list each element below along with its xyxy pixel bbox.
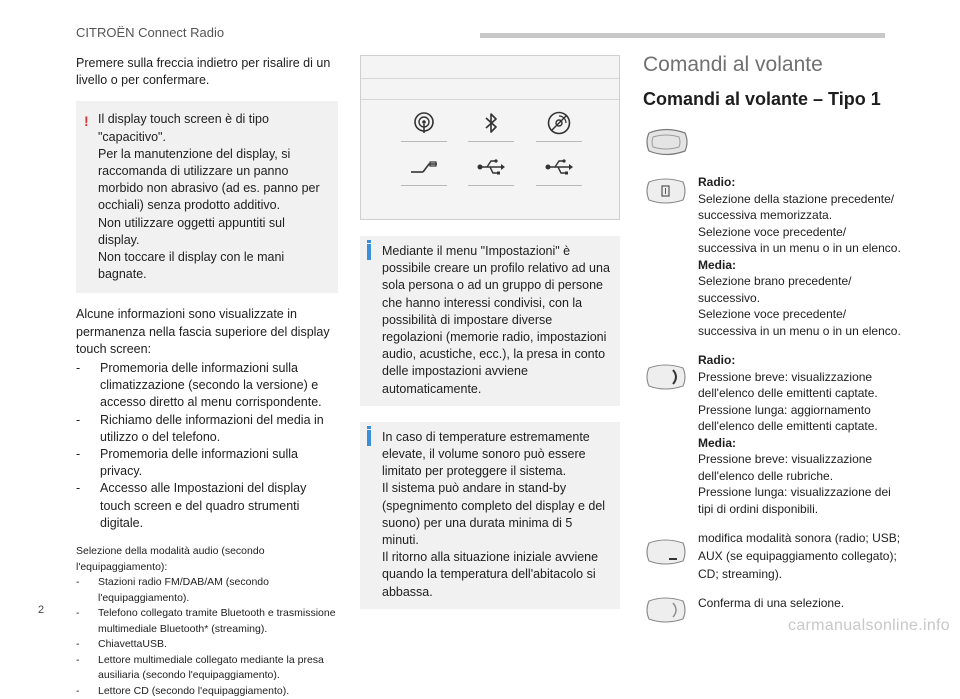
column-right (643, 55, 903, 612)
control-desc: Selezione brano precedente/ successivo. (698, 274, 852, 305)
info-note-profiles (360, 236, 620, 406)
list-item: - Accesso alle Impostazioni del display touch screen e del quadro strumenti digitale. (76, 481, 307, 530)
steering-control-icon (643, 597, 687, 623)
list-item: - Lettore CD (secondo l'equipaggiamento). (76, 684, 290, 697)
status-bar-intro: Alcune informazioni sono visualizzate in permanenza nella fascia superiore del display touch screen: (76, 307, 330, 356)
header-rule (480, 33, 885, 38)
steering-control-icon (643, 539, 687, 565)
column-middle (360, 55, 620, 609)
usb-icon[interactable] (468, 148, 514, 186)
page-header-title: CITROËN Connect Radio (76, 25, 225, 40)
control-desc: modifica modalità sonora (radio; USB; AUX (se equipaggiamento collegato); CD; streaming). (698, 531, 901, 581)
control-row (643, 529, 903, 583)
status-bar-list (76, 360, 338, 532)
info-note-text: Mediante il menu "Impostazioni" è possibile creare un profilo relativo ad una sola persona o ad un gruppo di persone che hanno interessi condivisi, con la possibilità di impostare diverse regolazioni (memorie radio, impostazioni audio, acustiche, ecc.), la presa in conto delle impostazioni avviene automaticamente. (382, 244, 610, 396)
cd-icon[interactable] (536, 104, 582, 142)
control-row (643, 595, 903, 612)
list-item: - Promemoria delle informazioni sulla privacy. (76, 447, 298, 479)
control-desc: Pressione lunga: aggiornamento dell'elenco delle emittenti captate. (698, 402, 878, 433)
aux-jack-icon[interactable] (401, 148, 447, 186)
subsection-title: Comandi al volante – Tipo 1 (643, 89, 881, 109)
list-item: - Promemoria delle informazioni sulla climatizzazione (secondo la versione) e accesso diretto al menu corrispondente. (76, 361, 322, 410)
control-desc: Pressione lunga: visualizzazione dei tipi di ordini disponibili. (698, 485, 891, 516)
list-item: - Stazioni radio FM/DAB/AM (secondo l'equipaggiamento). (76, 576, 269, 604)
warning-icon: ! (84, 113, 89, 130)
back-arrow-instructions: Premere sulla freccia indietro per risalire di un livello o per confermare. (76, 56, 331, 88)
usb-icon[interactable] (536, 148, 582, 186)
control-desc: Selezione voce precedente/ successiva in un menu o in un elenco. (698, 224, 901, 255)
info-note-line: Il sistema può andare in stand-by (spegnimento completo del display e del suono) per una durata minima di 5 minuti. (382, 481, 606, 548)
audio-mode-intro: Selezione della modalità audio (secondo l'equipaggiamento): (76, 545, 265, 573)
bluetooth-icon[interactable] (468, 104, 514, 142)
control-desc: Pressione breve: visualizzazione dell'elenco delle rubriche. (698, 452, 873, 483)
control-desc: Selezione della stazione precedente/ successiva memorizzata. (698, 191, 895, 222)
watermark: carmanualsonline.info (788, 617, 950, 634)
control-row (643, 352, 903, 517)
list-item: - Lettore multimediale collegato mediante la presa ausiliaria (secondo l'equipaggiamento). (76, 653, 324, 682)
radio-icon[interactable] (401, 104, 447, 142)
control-desc: Conferma di una selezione. (698, 596, 845, 610)
audio-mode-list (76, 575, 338, 699)
warning-line: Non utilizzare oggetti appuntiti sul display. (98, 215, 285, 247)
warning-line: Il display touch screen è di tipo "capacitivo". (98, 112, 269, 144)
info-note-temperature (360, 422, 620, 609)
info-note-line: Il ritorno alla situazione iniziale avviene quando la temperatura dell'abitacolo si abbassa. (382, 550, 599, 599)
control-label: Radio: (698, 175, 736, 189)
control-label: Media: (698, 257, 737, 272)
steering-control-icon (643, 178, 687, 204)
control-row (643, 174, 903, 339)
steering-control-diagram (643, 124, 903, 176)
control-desc: Pressione breve: visualizzazione dell'elenco delle emittenti captate. (698, 369, 878, 400)
control-label: Media: (698, 435, 737, 450)
steering-wheel-control-icon (643, 128, 689, 156)
info-icon (367, 244, 371, 260)
steering-control-icon (643, 364, 687, 390)
section-title: Comandi al volante (643, 53, 823, 76)
info-note-line: In caso di temperature estremamente elevate, il volume sonoro può essere limitato per proteggere il sistema. (382, 429, 590, 479)
warning-line: Non toccare il display con le mani bagnate. (98, 250, 285, 282)
control-label: Radio: (698, 353, 736, 367)
warning-line: Per la manutenzione del display, si raccomanda di utilizzare un panno morbido non abrasivo (ad es. panno per occhiali) senza prodotto additivo. (98, 146, 320, 213)
list-item: - Telefono collegato tramite Bluetooth e trasmissione multimediale Bluetooth* (streaming). (76, 607, 336, 635)
warning-box (76, 101, 338, 293)
page-number: 2 (38, 604, 45, 616)
audio-source-screen (360, 55, 620, 220)
list-item: - Richiamo delle informazioni del media in utilizzo o del telefono. (76, 412, 324, 444)
column-left (76, 55, 338, 699)
list-item: - ChiavettaUSB. (76, 638, 167, 651)
control-desc: Selezione voce precedente/ successiva in un menu o in un elenco. (698, 307, 901, 338)
info-icon (367, 430, 371, 446)
